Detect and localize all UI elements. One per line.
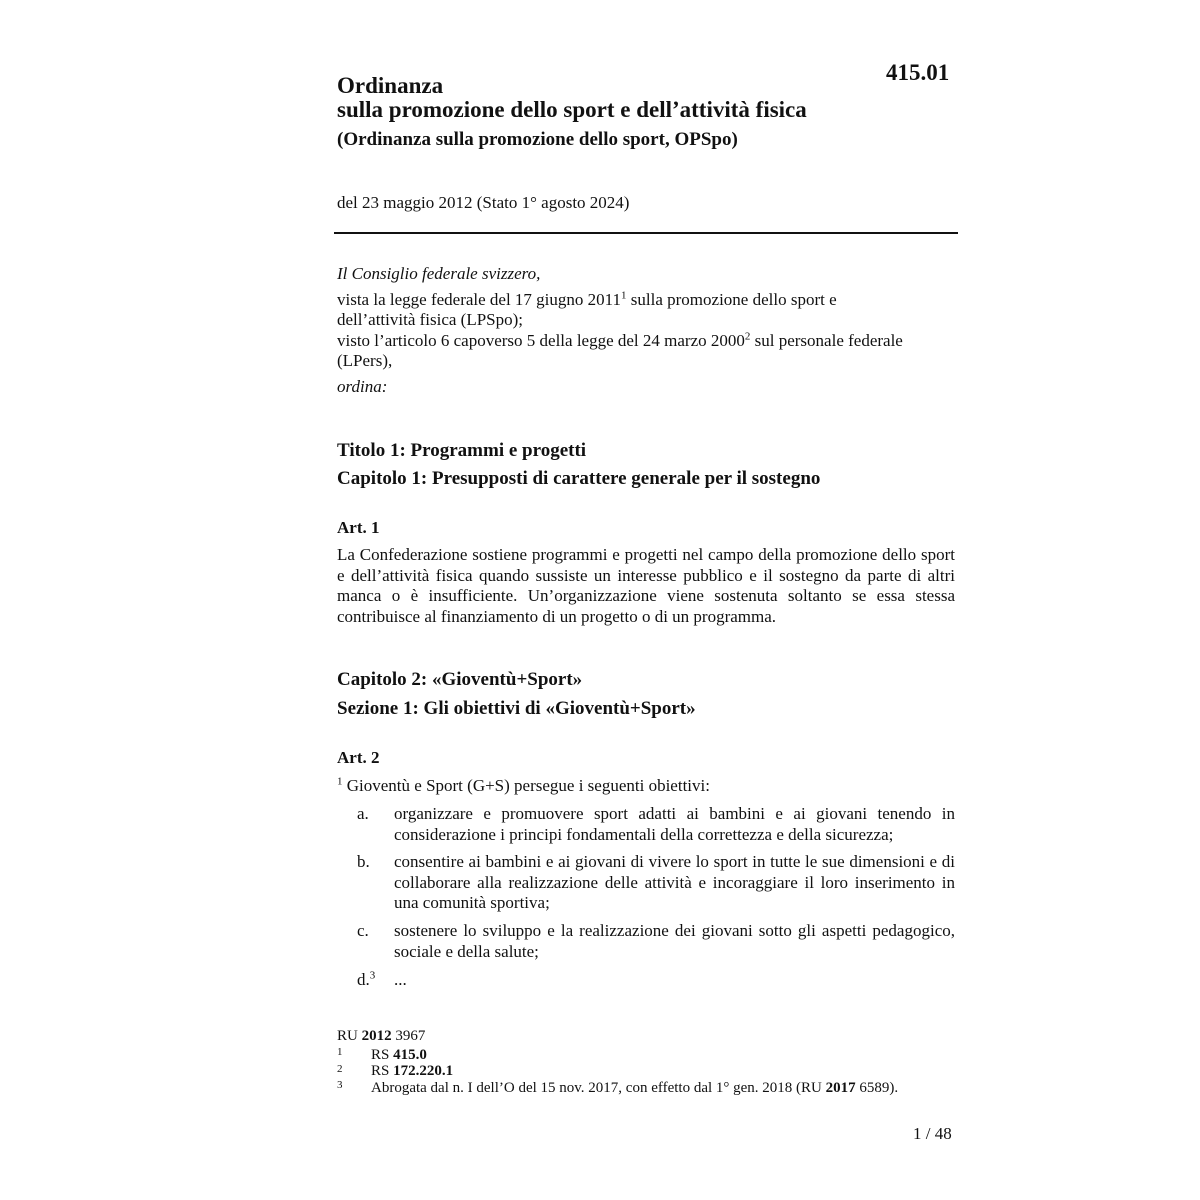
article-1-text: La Confederazione sostiene programmi e progetti nel campo della promozione dello sport e dell’attività fisica quando sussiste un interesse pubblico e il sostegno da parte di altri manca o è insufficiente. Un’organizzazione viene sostenuta soltanto se essa stessa contribuisce al finanziamento di un progetto o di un programma. — [337, 545, 955, 626]
footnote-2: RS 172.220.1 — [371, 1063, 454, 1079]
sr-number: 415.01 — [886, 60, 950, 85]
footnote-number-1: 1 — [337, 1046, 343, 1058]
list-item-c: sostenere lo sviluppo e la realizzazione dei giovani sotto gli aspetti pedagogico, sociale e della salute; — [394, 921, 955, 961]
list-label-c: c. — [357, 921, 369, 940]
preamble-line-4: (LPers), — [337, 351, 393, 370]
preamble-line-2: dell’attività fisica (LPSpo); — [337, 310, 524, 329]
document-date: del 23 maggio 2012 (Stato 1° agosto 2024) — [337, 193, 630, 212]
footnote-3: Abrogata dal n. I dell’O del 15 nov. 2017, con effetto dal 1° gen. 2018 (RU 2017 6589). — [371, 1080, 899, 1096]
page-number: 1 / 48 — [913, 1124, 952, 1143]
list-label-d: d.$^3$ — [357, 969, 376, 989]
footnote-1: RS 415.0 — [371, 1047, 427, 1063]
article-2-intro: $^1$ Gioventù e Sport (G+S) persegue i seguenti obiettivi: — [337, 775, 710, 795]
list-label-a: a. — [357, 804, 369, 823]
list-label-b: b. — [357, 852, 370, 871]
document-title-line2: sulla promozione dello sport e dell’attività fisica — [337, 97, 807, 122]
preamble-authority: Il Consiglio federale svizzero, — [337, 264, 541, 283]
chapter-heading-1: Capitolo 1: Presupposti di carattere generale per il sostegno — [337, 468, 821, 489]
footnote-number-3: 3 — [337, 1079, 343, 1091]
section-heading-1: Sezione 1: Gli obiettivi di «Gioventù+Sport» — [337, 698, 696, 719]
list-item-a: organizzare e promuovere sport adatti ai bambini e ai giovani tenendo in considerazione i principi fondamentali della correttezza e della sicurezza; — [394, 804, 955, 844]
list-item-d: ... — [394, 970, 407, 989]
header-divider — [334, 232, 958, 234]
article-heading-2: Art. 2 — [337, 748, 380, 767]
preamble-line-1: vista la legge federale del 17 giugno 2011$^1$ sulla promozione dello sport e — [337, 289, 837, 309]
footnote-ref-3[interactable]: 3 — [369, 969, 376, 982]
official-compilation-ref: RU 2012 3967 — [337, 1028, 426, 1044]
chapter-heading-2: Capitolo 2: «Gioventù+Sport» — [337, 669, 583, 690]
document-subtitle: (Ordinanza sulla promozione dello sport, OPSpo) — [337, 129, 738, 150]
document-title: Ordinanza — [337, 73, 444, 98]
footnote-number-2: 2 — [337, 1063, 343, 1075]
footnote-ref-2[interactable]: 2 — [744, 330, 751, 343]
preamble-ordina: ordina: — [337, 377, 388, 396]
article-heading-1: Art. 1 — [337, 518, 380, 537]
list-item-b: consentire ai bambini e ai giovani di vivere lo sport in tutte le sue dimensioni e di collaborare alla realizzazione delle attività e incoraggiare il loro inserimento in una comunità sportiva; — [394, 852, 955, 912]
title-heading: Titolo 1: Programmi e progetti — [337, 440, 587, 461]
footnote-ref-1[interactable]: 1 — [621, 289, 627, 302]
preamble-line-3: visto l’articolo 6 capoverso 5 della legge del 24 marzo 2000$^2$ sul personale federale — [337, 330, 903, 350]
